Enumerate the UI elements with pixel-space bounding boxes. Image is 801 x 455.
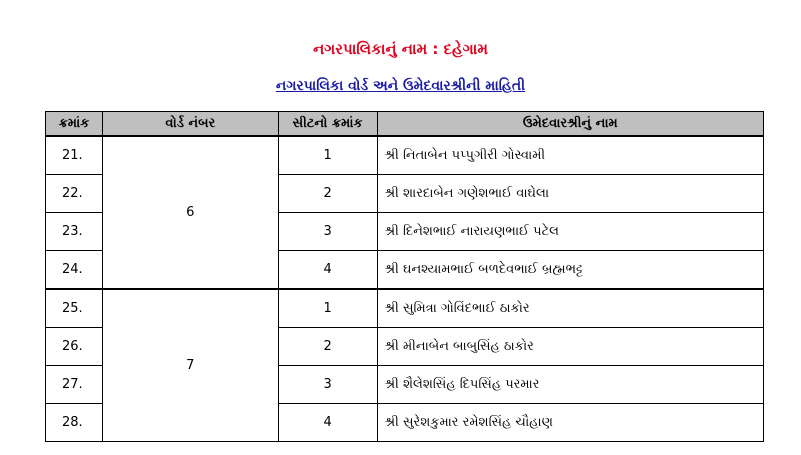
candidate-name-cell: શ્રી નિતાબેન પપ્પુગીરી ગોસ્વામી <box>377 136 763 175</box>
serial-cell: 28. <box>46 404 103 442</box>
serial-cell: 25. <box>46 289 103 328</box>
seat-cell: 4 <box>278 404 377 442</box>
serial-cell: 22. <box>46 175 103 213</box>
header-candidate-name: ઉમેદવારશ્રીનું નામ <box>377 112 763 137</box>
serial-cell: 27. <box>46 366 103 404</box>
candidate-table <box>45 111 764 442</box>
candidate-name-cell: શ્રી શૈલેશસિંહ દિપસિંહ પરમાર <box>377 366 763 404</box>
candidate-name-cell: શ્રી ઘનશ્યામભાઈ બળદેવભાઈ બ્રહ્મભટ્ટ <box>377 251 763 290</box>
serial-cell: 23. <box>46 213 103 251</box>
seat-cell: 1 <box>278 136 377 175</box>
candidate-name-cell: શ્રી સુરેશકુમાર રમેશસિંહ ચૌહાણ <box>377 404 763 442</box>
candidate-name-cell: શ્રી શારદાબેન ગણેશભાઈ વાઘેલા <box>377 175 763 213</box>
serial-cell: 24. <box>46 251 103 290</box>
serial-cell: 26. <box>46 328 103 366</box>
header-ward-number: વોર્ડ નંબર <box>102 112 278 137</box>
header-serial: ક્રમાંક <box>46 112 103 137</box>
serial-cell: 21. <box>46 136 103 175</box>
ward-cell: 7 <box>102 289 278 442</box>
seat-cell: 4 <box>278 251 377 290</box>
seat-cell: 2 <box>278 175 377 213</box>
page-title: નગરપાલિકાનું નામ : દહેગામ <box>313 40 488 58</box>
ward-cell: 6 <box>102 136 278 289</box>
candidate-name-cell: શ્રી દિનેશભાઈ નારાયણભાઈ પટેલ <box>377 213 763 251</box>
seat-cell: 3 <box>278 213 377 251</box>
table-header-row <box>46 112 764 137</box>
table-row <box>46 136 764 175</box>
candidate-name-cell: શ્રી મીનાબેન બાબુસિંહ ઠાકોર <box>377 328 763 366</box>
table-subtitle: નગરપાલિકા વોર્ડ અને ઉમેદવારશ્રીની માહિતી <box>275 78 526 94</box>
table-row <box>46 289 764 328</box>
header-seat-number: સીટનો ક્રમાંક <box>278 112 377 137</box>
candidate-name-cell: શ્રી સુમિત્રા ગોવિંદભાઈ ઠાકોર <box>377 289 763 328</box>
seat-cell: 3 <box>278 366 377 404</box>
seat-cell: 2 <box>278 328 377 366</box>
seat-cell: 1 <box>278 289 377 328</box>
